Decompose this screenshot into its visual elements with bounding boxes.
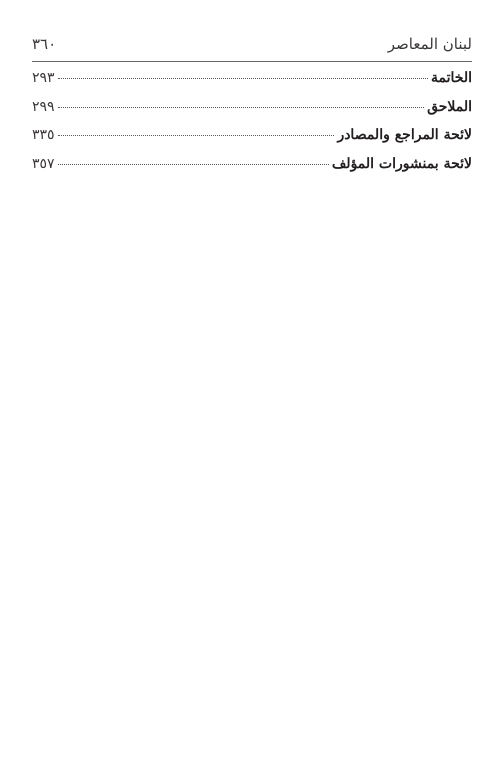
table-of-contents <box>32 70 472 184</box>
header-rule <box>32 61 472 62</box>
toc-entry-page: ٣٣٥ <box>32 127 55 143</box>
toc-entry-page: ٣٥٧ <box>32 155 55 172</box>
toc-entry-title: لائحة بمنشورات المؤلف <box>331 155 472 172</box>
toc-entry <box>32 70 472 99</box>
toc-entry <box>32 156 472 185</box>
dot-leader <box>58 78 428 79</box>
toc-entry-title: الملاحق <box>427 98 472 115</box>
running-title: لبنان المعاصر <box>387 35 472 53</box>
page-header <box>32 34 472 54</box>
dot-leader <box>58 107 425 108</box>
dot-leader <box>58 164 329 165</box>
toc-entry-title: لائحة المراجع والمصادر <box>337 127 472 143</box>
toc-entry-page: ٢٩٣ <box>32 70 55 86</box>
toc-entry-page: ٢٩٩ <box>32 98 55 115</box>
page-number: ٣٦٠ <box>32 35 57 53</box>
dot-leader <box>58 135 335 136</box>
toc-entry <box>32 99 472 128</box>
toc-entry <box>32 127 472 156</box>
toc-entry-title: الخاتمة <box>431 70 472 86</box>
